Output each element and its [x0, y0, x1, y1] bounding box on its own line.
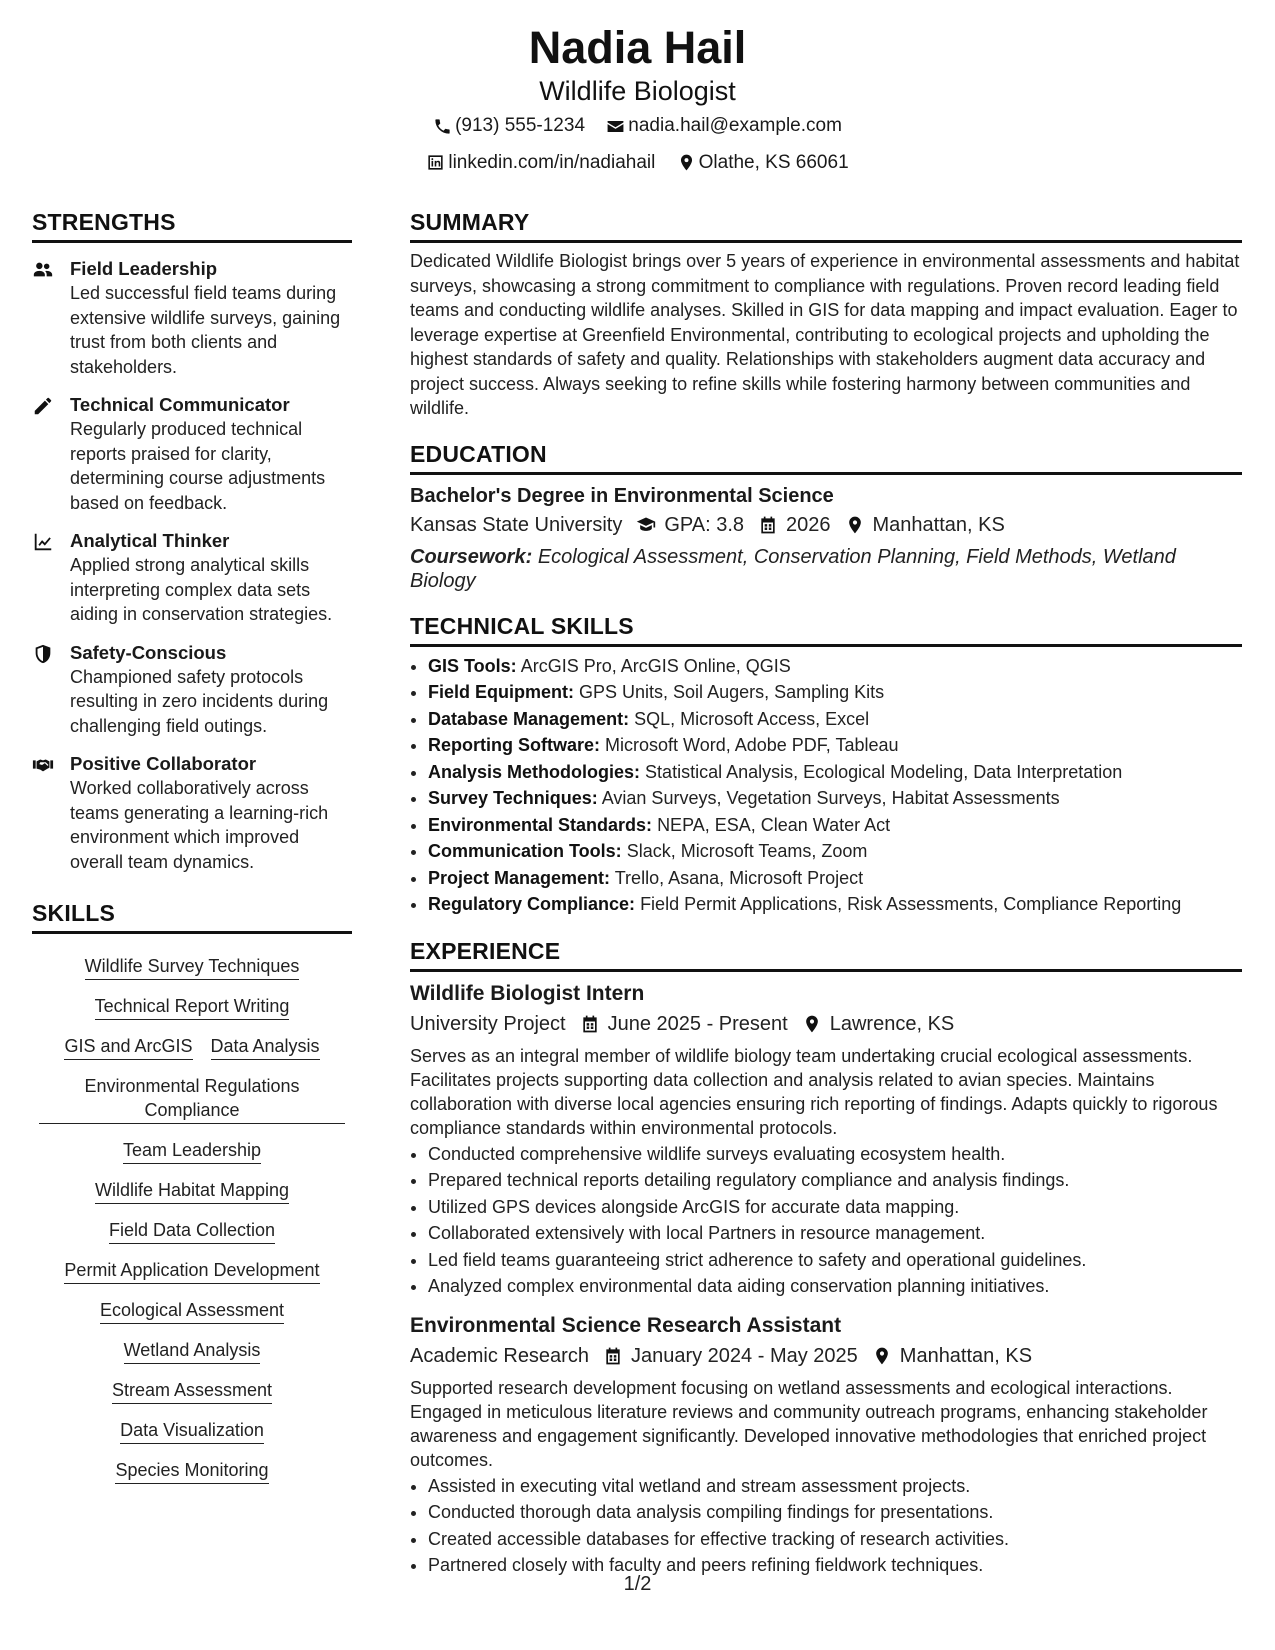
skill-label: Reporting Software:	[428, 735, 601, 755]
list-item: • Created accessible databases for effective tracking of research activities.	[428, 1526, 1242, 1553]
list-item: • Prepared technical reports detailing regulatory compliance and analysis findings.	[428, 1167, 1242, 1194]
skill-label: GIS Tools:	[428, 655, 517, 676]
coursework-text: Ecological Assessment, Conservation Planning, Field Methods, Wetland Biology	[410, 545, 1176, 592]
job-dates	[580, 1010, 788, 1038]
coursework-label: Coursework:	[410, 545, 533, 568]
job-dates-text: January 2024 - May 2025	[630, 1344, 858, 1367]
degree-title: Bachelor's Degree in Environmental Science	[410, 484, 834, 507]
map-pin-icon	[872, 1346, 892, 1366]
skill-label: Project Management:	[428, 867, 611, 888]
list-item: • Collaborated extensively with local Partners in resource management.	[428, 1220, 1242, 1247]
strength-item	[32, 641, 352, 739]
skills-heading: SKILLS	[32, 898, 352, 934]
skill-value: SQL, Microsoft Access, Excel	[634, 708, 870, 729]
grad-year	[758, 511, 831, 539]
job-org-text: University Project	[410, 1012, 566, 1035]
users-icon	[32, 259, 54, 281]
shield-icon	[32, 643, 54, 665]
job-location	[872, 1342, 1032, 1370]
job-description: Serves as an integral member of wildlife biology team undertaking crucial ecological assessments. Facilitates projects supporting data collection and analysis related to avian species. Maintains collaboration with diverse local agencies ensuring rich reporting of findings. Adapts quickly to rigorous compliance standards within environmental protocols.	[410, 1045, 1218, 1138]
list-item: • Utilized GPS devices alongside ArcGIS for accurate data mapping.	[428, 1194, 1242, 1221]
phone-text: (913) 555-1234	[455, 115, 586, 136]
gpa	[636, 511, 744, 539]
strength-title: Safety-Conscious	[70, 641, 227, 663]
strength-text: Championed safety protocols resulting in zero incidents during challenging field outings.	[70, 666, 329, 736]
contact-linkedin[interactable]	[426, 147, 655, 179]
list-item	[428, 838, 1242, 865]
contact-row-2	[0, 147, 1275, 184]
school-text: Kansas State University	[410, 513, 623, 536]
strength-title: Analytical Thinker	[70, 530, 230, 551]
skill-tag: Permit Application Development	[64, 1258, 319, 1284]
list-item	[428, 653, 1242, 680]
job-title: Environmental Science Research Assistant	[410, 1313, 842, 1337]
list-item: • Analyzed complex environmental data aiding conservation planning initiatives.	[428, 1273, 1242, 1300]
job-dates-text: June 2025 - Present	[607, 1012, 788, 1035]
job-bullets	[410, 1473, 1242, 1579]
phone-icon	[433, 117, 452, 136]
job-meta	[410, 1010, 1242, 1038]
right-column	[410, 207, 1242, 1579]
strength-title: Positive Collaborator	[70, 753, 257, 774]
job-location-text: Manhattan, KS	[899, 1344, 1033, 1367]
list-item: • Led field teams guaranteeing strict adherence to safety and operational guidelines.	[428, 1247, 1242, 1274]
skill-tag: Species Monitoring	[115, 1458, 268, 1484]
coursework	[410, 545, 1242, 593]
skill-label: Communication Tools:	[428, 841, 622, 861]
map-pin-icon	[802, 1014, 822, 1034]
skill-value: Microsoft Word, Adobe PDF, Tableau	[605, 735, 899, 755]
linkedin-text: linkedin.com/in/nadiahail	[448, 151, 656, 173]
summary-text: Dedicated Wildlife Biologist brings over 5 years of experience in environmental assessments and habitat surveys, showcasing a strong commitment to compliance with regulations. Proven record leading field teams and conducting wildlife analyses. Skilled in GIS for data mapping and impact evaluation. Eager to leverage expertise at Greenfield Environmental, contributing to ecological projects and upholding the highest standards of safety and quality. Relationships with stakeholders augment data accuracy and project success. Always seeking to refine skills while fostering harmony between communities and wildlife.	[410, 251, 1240, 418]
skill-value: NEPA, ESA, Clean Water Act	[657, 814, 891, 835]
strength-item	[32, 257, 352, 379]
graduation-cap-icon	[636, 515, 656, 535]
skill-tag: Team Leadership	[123, 1138, 261, 1164]
skill-tag: Wetland Analysis	[124, 1338, 261, 1364]
page-number: 1/2	[623, 1573, 652, 1595]
job-org	[410, 1342, 589, 1370]
map-pin-icon	[677, 153, 696, 172]
email-text: nadia.hail@example.com	[628, 115, 842, 136]
calendar-icon	[603, 1346, 623, 1366]
skill-value: Slack, Microsoft Teams, Zoom	[626, 841, 868, 861]
skill-value: Statistical Analysis, Ecological Modeling, Data Interpretation	[645, 761, 1123, 782]
skill-tag: Data Analysis	[211, 1034, 320, 1060]
list-item	[428, 759, 1242, 786]
job-meta	[410, 1342, 1242, 1370]
strength-text: Regularly produced technical reports praised for clarity, determining course adjustments based on feedback.	[70, 419, 326, 513]
contact-row-1	[0, 110, 1275, 147]
list-item: • Assisted in executing vital wetland and stream assessment projects.	[428, 1473, 1242, 1500]
skill-label: Regulatory Compliance:	[428, 894, 636, 914]
skills-list	[32, 934, 352, 1484]
skill-label: Field Equipment:	[428, 682, 574, 702]
job-description: Supported research development focusing on wetland assessments and ecological interactions. Engaged in meticulous literature reviews and community outreach programs, enhancing stakeholder awareness and engagement significantly. Developed innovative methodologies that enriched project outcomes.	[410, 1377, 1208, 1470]
job-dates	[603, 1342, 858, 1370]
strengths-heading: STRENGTHS	[32, 207, 352, 243]
map-pin-icon	[845, 515, 865, 535]
strength-item	[32, 393, 352, 515]
strength-text: Applied strong analytical skills interpreting complex data sets aiding in conservation strategies.	[70, 555, 333, 624]
skill-value: GPS Units, Soil Augers, Sampling Kits	[579, 682, 885, 702]
strength-text: Worked collaboratively across teams generating a learning-rich environment which improved overall team dynamics.	[70, 778, 329, 872]
skill-tag: Wildlife Habitat Mapping	[95, 1178, 289, 1204]
technical-skills-heading: TECHNICAL SKILLS	[410, 611, 1242, 647]
school-location	[845, 511, 1005, 539]
location-text: Olathe, KS 66061	[698, 151, 849, 173]
list-item	[428, 891, 1242, 918]
skill-value: ArcGIS Pro, ArcGIS Online, QGIS	[520, 655, 791, 676]
handshake-icon	[32, 754, 54, 776]
job-location-text: Lawrence, KS	[829, 1012, 955, 1035]
school-name	[410, 511, 622, 539]
education-meta	[410, 511, 1242, 539]
list-item	[428, 865, 1242, 892]
job-title: Wildlife Biologist Intern	[410, 981, 645, 1005]
list-item: • Partnered closely with faculty and peers refining fieldwork techniques.	[428, 1552, 1242, 1579]
strength-text: Led successful field teams during extensive wildlife surveys, gaining trust from both clients and stakeholders.	[70, 283, 341, 377]
strength-item	[32, 529, 352, 627]
gpa-text: GPA: 3.8	[664, 513, 744, 536]
list-item	[428, 812, 1242, 839]
strength-title: Technical Communicator	[70, 394, 290, 415]
skill-tag: Ecological Assessment	[100, 1298, 284, 1324]
skill-label: Survey Techniques:	[428, 788, 598, 808]
skill-value: Field Permit Applications, Risk Assessments, Compliance Reporting	[640, 894, 1182, 914]
technical-skills-list	[410, 653, 1242, 918]
year-text: 2026	[786, 513, 831, 536]
calendar-icon	[758, 515, 778, 535]
skill-value: Trello, Asana, Microsoft Project	[614, 867, 864, 888]
education-heading: EDUCATION	[410, 439, 1242, 475]
contact-location	[677, 147, 849, 179]
skill-label: Database Management:	[428, 708, 630, 729]
contact-email[interactable]	[606, 110, 842, 142]
strength-item	[32, 752, 352, 874]
summary-heading: SUMMARY	[410, 207, 1242, 243]
list-item	[428, 679, 1242, 706]
list-item	[428, 732, 1242, 759]
list-item	[428, 706, 1242, 733]
list-item	[428, 785, 1242, 812]
skill-tag: Environmental Regulations Compliance	[39, 1074, 345, 1124]
left-column	[32, 207, 352, 1484]
skill-tag: Data Visualization	[120, 1418, 264, 1444]
contact-phone	[433, 110, 585, 142]
skill-label: Analysis Methodologies:	[428, 761, 641, 782]
school-location-text: Manhattan, KS	[872, 513, 1005, 536]
candidate-name: Nadia Hail	[528, 22, 747, 73]
job-org	[410, 1010, 566, 1038]
skill-tag: Field Data Collection	[109, 1218, 275, 1244]
job-location	[802, 1010, 955, 1038]
skill-tag: GIS and ArcGIS	[64, 1034, 192, 1060]
list-item: • Conducted thorough data analysis compiling findings for presentations.	[428, 1499, 1242, 1526]
skill-tag: Technical Report Writing	[95, 994, 290, 1020]
mail-icon	[606, 117, 625, 136]
skill-label: Environmental Standards:	[428, 814, 653, 835]
resume-header	[0, 22, 1275, 183]
job-org-text: Academic Research	[410, 1344, 589, 1367]
skill-tag: Wildlife Survey Techniques	[85, 954, 300, 980]
job-bullets	[410, 1141, 1242, 1300]
linkedin-icon	[426, 153, 445, 172]
pencil-icon	[32, 395, 54, 417]
strength-title: Field Leadership	[70, 258, 218, 279]
experience-heading: EXPERIENCE	[410, 936, 1242, 972]
list-item: • Conducted comprehensive wildlife surveys evaluating ecosystem health.	[428, 1141, 1242, 1168]
candidate-role: Wildlife Biologist	[539, 76, 736, 106]
skill-value: Avian Surveys, Vegetation Surveys, Habitat Assessments	[601, 788, 1060, 808]
skill-tag: Stream Assessment	[112, 1378, 272, 1404]
calendar-icon	[580, 1014, 600, 1034]
chart-line-icon	[32, 531, 54, 553]
